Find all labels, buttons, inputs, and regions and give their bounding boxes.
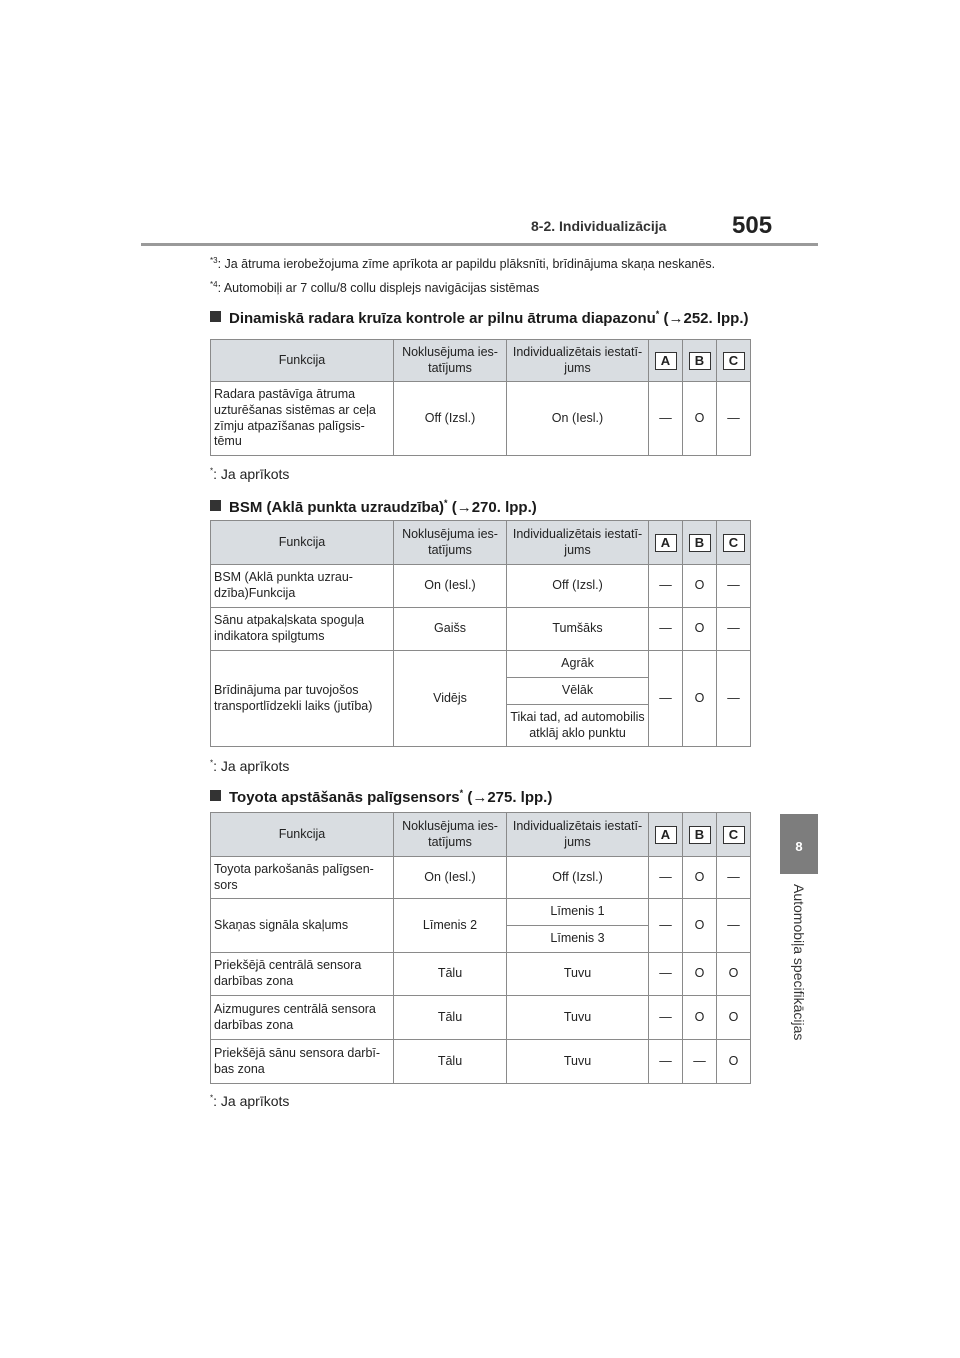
table-header-row: Funkcija Noklusējuma ies-tatījums Individualizētais iestatī-jums A B C [211, 813, 751, 857]
table-row: Brīdinājuma par tuvojošos transportlīdzekli laiks (jutība) Vidējs Agrāk — O — [211, 651, 751, 678]
header-individual: Individualizētais iestatī-jums [507, 340, 649, 382]
header-function: Funkcija [211, 340, 394, 382]
section3-note: *: Ja aprīkots [210, 1093, 290, 1109]
chapter-tab: 8 [780, 814, 818, 874]
table-header-row: Funkcija Noklusējuma ies-tatījums Individualizētais iestatī-jums A B C [211, 521, 751, 565]
table-row: Priekšējā sānu sensora darbī-bas zona Tālu Tuvu — — O [211, 1040, 751, 1084]
chapter-label: Automobiļa specifikācijas [791, 884, 807, 1041]
header-divider [141, 243, 818, 246]
section-bullet-icon [210, 311, 221, 322]
header-b: B [683, 340, 717, 382]
table-row: Skaņas signāla skaļums Līmenis 2 Līmenis 1 — O — [211, 899, 751, 926]
section-heading-parking: Toyota apstāšanās palīgsensors* (→275. lpp.) [210, 788, 552, 806]
page-number: 505 [732, 212, 773, 239]
footnote-4: $^{*4}$: Automobiļi ar 7 collu/8 collu displejs navigācijas sistēmas [210, 280, 540, 296]
table-row: Aizmugures centrālā sensora darbības zona Tālu Tuvu — O O [211, 996, 751, 1040]
table-header-row [211, 340, 751, 382]
table-subrow: Tikai tad, ad automobilis atklāj aklo punktu [211, 705, 751, 747]
cruise-settings-table [210, 339, 751, 456]
header-c: C [717, 340, 751, 382]
footnote-3: $^{*3}$: Ja ātruma ierobežojuma zīme aprīkota ar papildu plāksnīti, brīdinājuma skaņa neskanēs. [210, 256, 716, 272]
header-default: Noklusējuma ies-tatījums [394, 340, 507, 382]
table-row: Toyota parkošanās palīgsen-sors On (Iesl.) Off (Izsl.) — O — [211, 857, 751, 899]
table-row: Sānu atpakaļskata spoguļa indikatora spilgtums Gaišs Tumšāks — O — [211, 608, 751, 651]
section2-note: *: Ja aprīkots [210, 758, 290, 774]
section-heading-cruise: Dinamiskā radara kruīza kontrole ar pilnu ātruma diapazonu* (→252. lpp.) [210, 309, 749, 327]
section-heading-bsm: BSM (Aklā punkta uzraudzība)* (→270. lpp.) [210, 498, 537, 516]
table-subrow: Līmenis 3 [211, 926, 751, 953]
table-subrow: Vēlāk [211, 678, 751, 705]
section-title: 8-2. Individualizācija [531, 218, 667, 234]
section-bullet-icon [210, 500, 221, 511]
table-row: Priekšējā centrālā sensora darbības zona Tālu Tuvu — O O [211, 953, 751, 996]
parking-settings-table [210, 812, 751, 1084]
bsm-settings-table [210, 520, 751, 747]
header-a: A [649, 340, 683, 382]
table-row: BSM (Aklā punkta uzrau-dzība)Funkcija On (Iesl.) Off (Izsl.) — O — [211, 565, 751, 608]
section-bullet-icon [210, 790, 221, 801]
section1-note: *: Ja aprīkots [210, 466, 290, 482]
table-row: Radara pastāvīga ātruma uzturēšanas sistēmas ar ceļa zīmju atpazīšanas palīgsis-tēmu Off (Izsl.) On (Iesl.) — O — [211, 382, 751, 456]
